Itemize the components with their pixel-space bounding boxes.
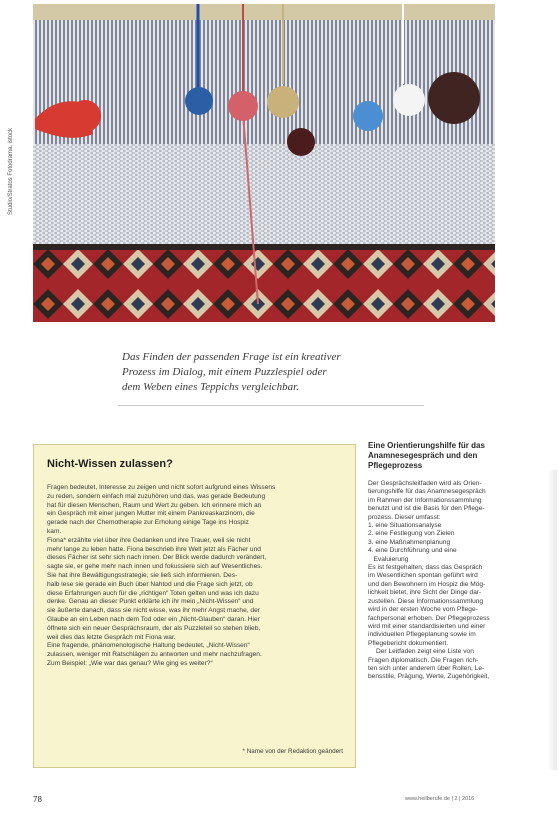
body-line: fachpersonal erhoben. Der Pflegeprozess [368,614,490,622]
body-line: Der Leitfaden zeigt eine Liste von [376,648,474,656]
infobox-footnote: * Name von der Redaktion geändert [242,748,343,755]
page-edge-shadow [547,470,557,770]
body-line: ten sich unter anderem über Rollen, Le- [368,664,485,672]
list-item: 3. eine Maßnahmenplanung [368,538,451,546]
photo-caption [122,350,422,395]
body-line: Es ist festgehalten, dass das Gespräch [368,564,483,572]
body-line: lichkeit bietet, ihre Sicht der Dinge dar- [368,589,482,597]
infobox-line: gerade nach der Chemotherapie zur Erholung einige Tage ins Hospiz [47,519,249,527]
infobox-line: sagte sie, er gehe mehr nach innen und fokussiere sich auf Wesentliches. [47,563,263,571]
list-item: 4. eine Durchführung und eine [368,547,457,555]
infobox-line: zu reden, sondern einfach mal zuzuhören und das, was gerade Bedeutung [47,492,266,500]
infobox-body [47,484,347,669]
infobox-line: hat für diesen Menschen, Raum und Wert zu geben. Ich erinnere mich an [47,501,262,509]
list-item: 2. eine Festlegung von Zielen [368,530,455,538]
heading-line: Pflegeprozess [368,461,423,470]
body-line: prozess. Dieser umfasst: [368,513,441,521]
caption-divider [118,405,424,406]
body-line: im Rahmen der Informationssammlung [368,496,482,504]
infobox-line: weil dies das letzte Gespräch mit Fiona war. [47,633,176,641]
infobox-line: sie äußerte danach, dass sie nicht wisse, was ihr mehr Angst mache, der [47,607,260,615]
infobox-line: halb lese sie gerade ein Buch über Nahtod und die Frage sich jetzt, ob [47,580,253,588]
page-footer: www.heilberufe.de | 2 | 2016 [405,796,475,802]
infobox-line: Fiona* erzählte viel über ihre Gedanken und ihre Trauer, weil sie nicht [47,536,251,544]
infobox-line: Fragen bedeutet, Interesse zu zeigen und nicht sofort aufgrund eines Wissens [47,484,276,491]
loom-illustration [33,4,495,322]
infobox-title: Nicht-Wissen zulassen? [47,458,173,470]
body-line: und den Bewohnern im Hospiz die Mög- [368,580,486,588]
body-line: individuellen Pflegeplanung sowie im [368,631,476,639]
infobox-line: Zum Beispiel: „Wie war das genau? Wie ging es weiter?“ [47,659,213,667]
caption-line: Prozess im Dialog, mit einem Puzzlespiel oder [122,366,327,378]
infobox-line: kam. [47,527,62,535]
infobox-line: dieses Fächer ist sehr sich nach innen. Der Blick werde dadurch verändert, [47,554,267,562]
page-number: 78 [33,795,42,804]
infobox-line: mehr lange zu leben hatte. Fiona beschrieb ihre Welt jetzt als Fächer und [47,545,261,553]
list-item: Evaluierung [368,555,409,563]
heading-line: Anamnesegespräch und den [368,451,478,460]
loom-photo [33,4,495,322]
body-line: wird mit einer standardisierten und einer [368,622,486,630]
infobox-line: Glaube an ein Leben nach dem Tod oder ein „Nicht-Glauben“ daran. Hier [47,615,260,623]
body-line: tierungshilfe für das Anamnesegespräch [368,488,486,496]
infobox-line: zulassen, weniger mit Ratschlägen zu antworten und mehr nachzufragen. [47,651,262,659]
infobox-line: Sie hat ihre Bewältigungsstrategie, sie ließ sich informieren. Des- [47,571,238,579]
infobox-line: denke. Genau an dieser Punkt erklärte ich ihr mein „Nicht-Wissen“ und [47,598,254,606]
section-body [368,480,498,682]
infobox-nicht-wissen [33,444,356,768]
body-line: Pflegebericht dokumentiert. [368,639,449,647]
body-line: benutzt und ist die Basis für den Pflege- [368,505,485,513]
section-heading [368,441,498,471]
process-steps-list [368,522,498,564]
body-line: Der Gesprächsleitfaden wird als Orien- [368,480,482,487]
heading-line: Eine Orientierungshilfe für das [368,441,485,450]
list-item: 1. eine Situationsanalyse [368,522,442,530]
caption-line: dem Weben eines Teppichs vergleichbar. [122,381,299,393]
photo-credit: Studio/Stratos Fotodrama, istock [8,127,14,215]
right-column [368,441,498,682]
infobox-line: ein Gespräch mit einer jungen Mutter mit einem Pankreaskarzinom, die [47,510,255,518]
body-line: bensstile, Prägung, Werte, Zugehörigkeit, [368,673,490,681]
body-line: im Wesentlichen spontan geführt wird [368,572,478,580]
body-line: wird in der ersten Woche vom Pflege- [368,606,478,614]
infobox-line: öffnete sich ein neuer Gesprächsraum, der als Puzzleteil so stehen blieb, [47,624,261,632]
body-line: zustellen. Diese Informationssammlung [368,597,484,605]
infobox-line: diese Erfahrungen auch für die „richtigen“ Toten gelten und was ich dazu [47,589,259,597]
caption-line: Das Finden der passenden Frage ist ein kreativer [122,351,341,363]
infobox-line: Eine fragende, phänomenologische Haltung bedeutet, „Nicht-Wissen“ [47,642,250,650]
body-line: Fragen diplomatisch. Die Fragen rich- [368,656,479,664]
